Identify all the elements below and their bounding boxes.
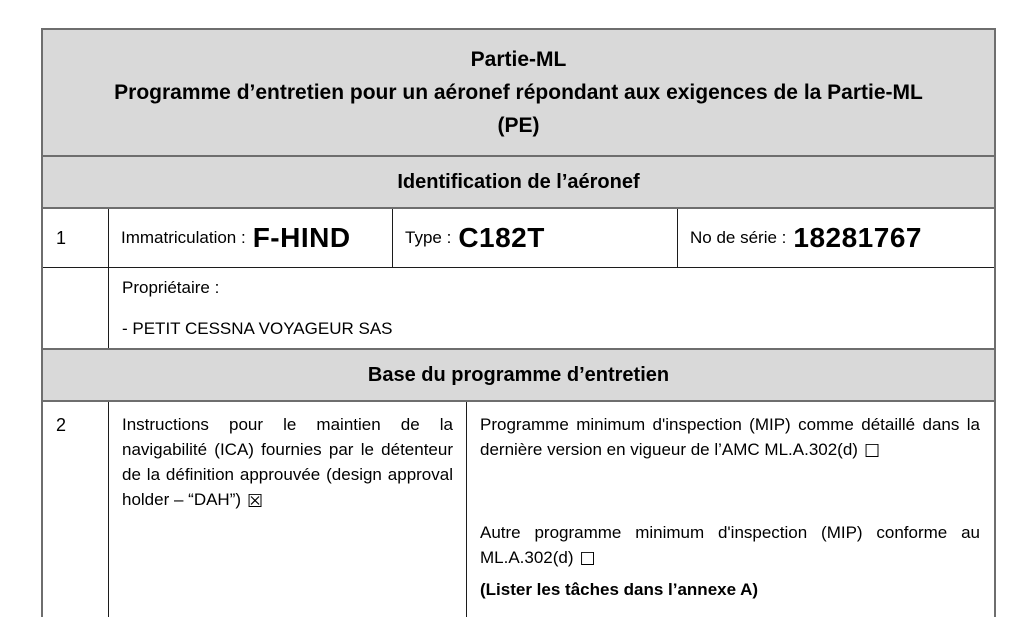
owner-value: - PETIT CESSNA VOYAGEUR SAS	[122, 319, 393, 338]
section-header-base-label: Base du programme d’entretien	[367, 363, 670, 386]
aircraft-type-cell	[393, 209, 678, 267]
section-header-base	[43, 350, 994, 402]
row-number-empty	[43, 268, 109, 348]
owner-label: Propriétaire :	[122, 278, 220, 297]
mip-option-1-text: Programme minimum d'inspection (MIP) comme détaillé dans la dernière version en vigueur de l’AMC ML.A.302(d)	[480, 415, 980, 459]
mip-option-2-text: Autre programme minimum d'inspection (MIP) conforme au ML.A.302(d)	[480, 523, 980, 567]
serial-number-cell	[678, 209, 994, 267]
section-header-identification-label: Identification de l’aéronef	[397, 170, 640, 193]
aircraft-type-label: Type :	[405, 228, 452, 247]
owner-cell	[109, 268, 994, 348]
maintenance-program-form	[41, 28, 996, 617]
aircraft-type-value: C182T	[458, 222, 545, 253]
form-title-line1: Partie-ML	[470, 48, 567, 71]
table-row-owner	[43, 268, 994, 350]
registration-label: Immatriculation :	[121, 228, 246, 247]
registration-cell	[109, 209, 393, 267]
checkbox-checked-icon: ☒	[247, 491, 264, 512]
registration-value: F-HIND	[252, 222, 351, 253]
table-row-aircraft-identity	[43, 209, 994, 268]
section-header-identification	[43, 157, 994, 209]
checkbox-empty-icon: ☐	[863, 441, 881, 462]
ica-option-cell	[109, 402, 467, 617]
form-title-line3: (PE)	[497, 114, 540, 137]
mip-option-1	[480, 412, 980, 462]
serial-number-label: No de série :	[690, 228, 787, 247]
serial-number-value: 18281767	[793, 222, 922, 253]
mip-option-2	[480, 520, 980, 570]
form-title-block	[43, 30, 994, 157]
checkbox-empty-icon: ☐	[579, 549, 596, 570]
mip-options-cell	[467, 402, 994, 617]
ica-option-text: Instructions pour le maintien de la navigabilité (ICA) fournies par le détenteur de la définition approuvée (design approval holder – “DAH”)	[122, 415, 453, 509]
table-row-program-basis	[43, 402, 994, 617]
annex-a-note: (Lister les tâches dans l’annexe A)	[480, 580, 759, 599]
row-number-1: 1	[43, 209, 109, 267]
form-title-line2: Programme d’entretien pour un aéronef répondant aux exigences de la Partie-ML	[114, 81, 923, 104]
row-number-2: 2	[43, 402, 109, 617]
